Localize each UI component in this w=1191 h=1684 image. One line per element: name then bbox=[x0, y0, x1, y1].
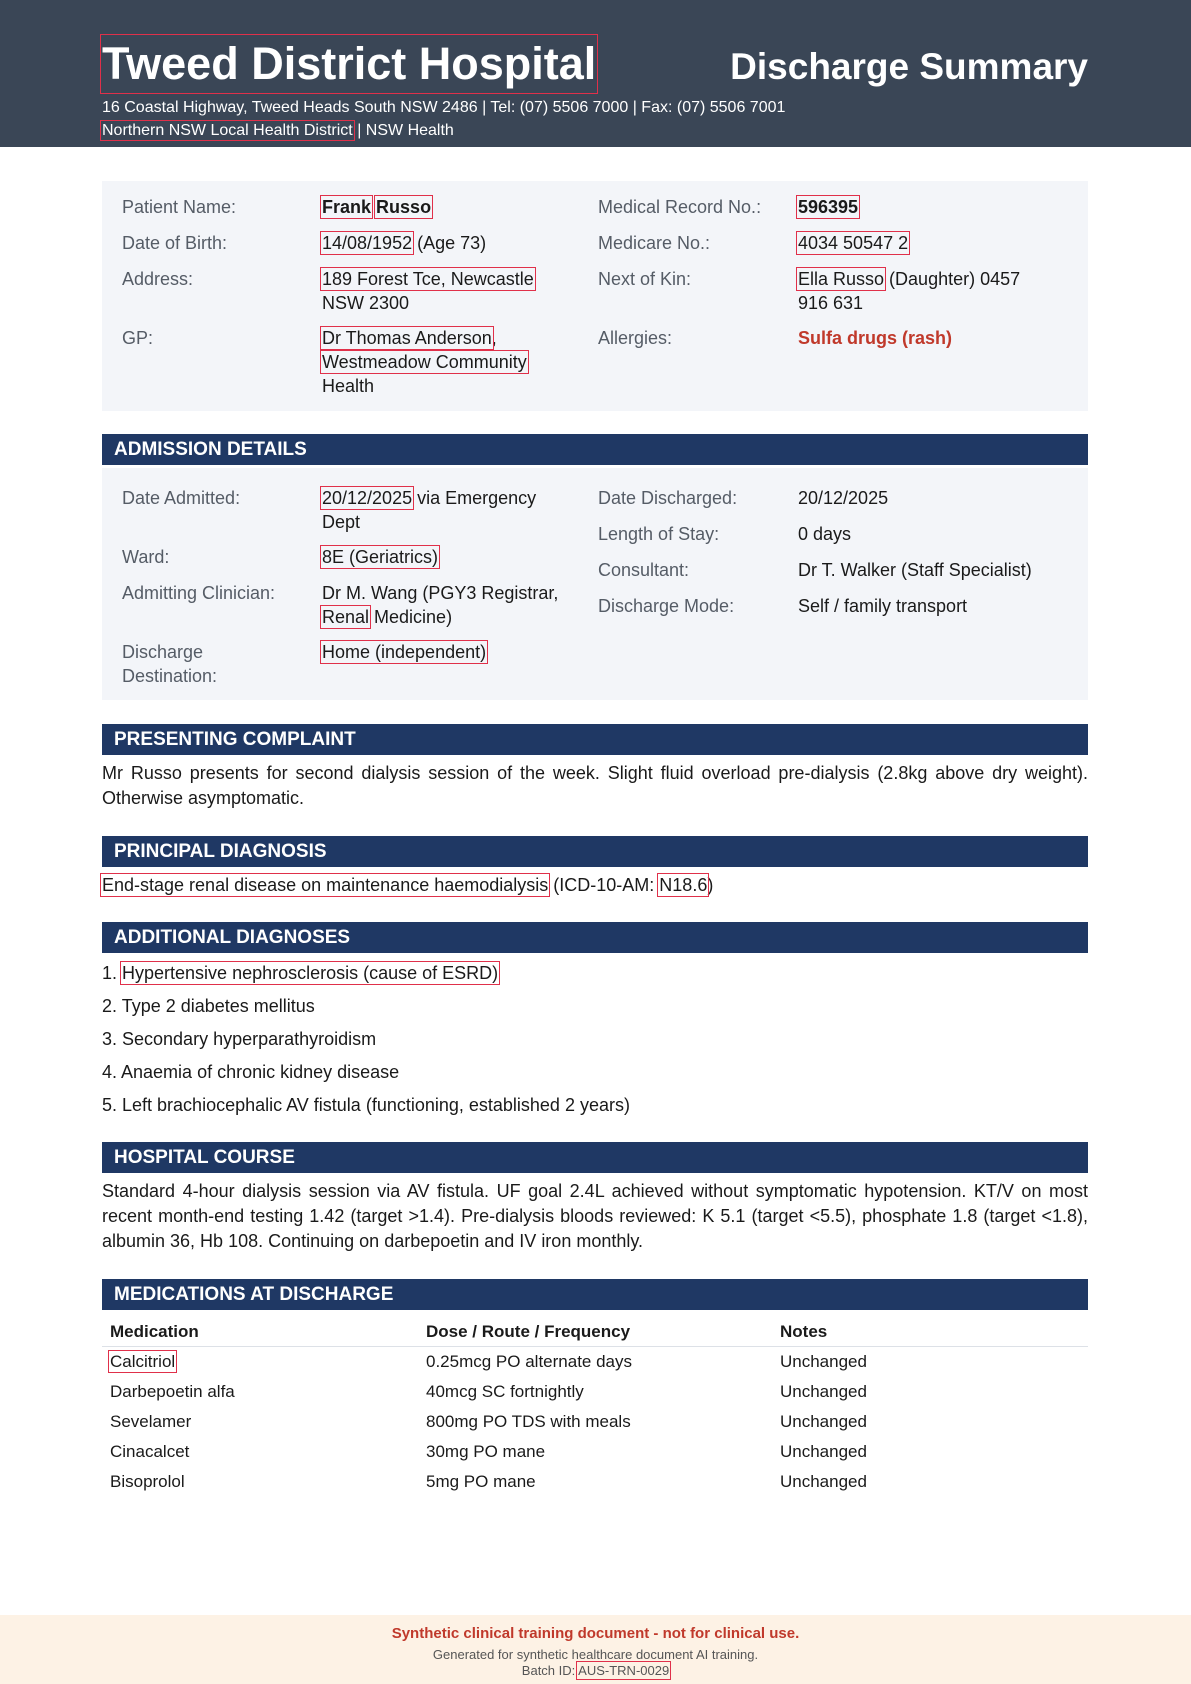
gp-name: Dr Thomas Anderson bbox=[322, 328, 492, 348]
notes-cell: Unchanged bbox=[780, 1412, 867, 1431]
mrn-number: 596395 bbox=[798, 197, 859, 217]
address-line1: 189 Forest Tce, Newcastle bbox=[322, 269, 534, 289]
admitted-label: Date Admitted: bbox=[122, 488, 241, 508]
lhd-suffix: | NSW Health bbox=[352, 122, 454, 139]
nok-phone-line2: 916 631 bbox=[798, 293, 864, 313]
admitted-via-line2: Dept bbox=[322, 512, 361, 532]
patient-name-label: Patient Name: bbox=[122, 197, 237, 217]
additional-diagnoses-heading: ADDITIONAL DIAGNOSES bbox=[102, 922, 1088, 953]
hospital-contact: 16 Coastal Highway, Tweed Heads South NSW 2486 | Tel: (07) 5506 7000 | Fax: (07) 5506 7001 bbox=[102, 99, 786, 116]
discharged-label: Date Discharged: bbox=[598, 488, 738, 508]
hospital-course-heading: HOSPITAL COURSE bbox=[102, 1142, 1088, 1173]
list-item-text: Hypertensive nephrosclerosis (cause of ESRD) bbox=[122, 963, 499, 983]
allergies-value: Sulfa drugs (rash) bbox=[798, 328, 953, 348]
dob-value bbox=[322, 231, 486, 255]
med-cell: Sevelamer bbox=[110, 1412, 192, 1431]
additional-diagnoses-list bbox=[102, 957, 1088, 1122]
lhd-name: Northern NSW Local Health District bbox=[102, 122, 353, 139]
los-label: Length of Stay: bbox=[598, 524, 720, 544]
clinician-renal: Renal bbox=[322, 607, 370, 627]
patient-name bbox=[322, 195, 431, 219]
los-value: 0 days bbox=[798, 524, 852, 544]
col-medication: Medication bbox=[102, 1318, 418, 1347]
presenting-complaint-heading: PRESENTING COMPLAINT bbox=[102, 724, 1088, 755]
presenting-complaint-text: Mr Russo presents for second dialysis session of the week. Slight fluid overload pre-dialysis (2.8kg above dry weight). Otherwise asymptomatic. bbox=[102, 763, 1088, 808]
patient-first-name: Frank bbox=[322, 197, 372, 217]
table-row bbox=[102, 1437, 1088, 1467]
notes-cell: Unchanged bbox=[780, 1472, 867, 1491]
admitted-value bbox=[322, 486, 536, 534]
principal-diagnosis-heading: PRINCIPAL DIAGNOSIS bbox=[102, 836, 1088, 867]
consultant-label: Consultant: bbox=[598, 560, 690, 580]
hospital-course-text: Standard 4-hour dialysis session via AV fistula. UF goal 2.4L achieved without symptomatic hypotension. KT/V on most recent month-end testing 1.42 (target >1.4). Pre-dialysis bloods reviewed: K 5.1 (target <5.5), phosphate 1.8 (target <1.8), albumin 36, Hb 108. Continuing on darbepoetin and IV iron monthly. bbox=[102, 1181, 1088, 1251]
dose-cell: 40mcg SC fortnightly bbox=[426, 1382, 584, 1401]
admitted-date: 20/12/2025 bbox=[322, 488, 413, 508]
med-cell: Bisoprolol bbox=[110, 1472, 185, 1491]
document-footer bbox=[0, 1615, 1191, 1684]
med-name: Calcitriol bbox=[110, 1352, 176, 1371]
principal-diagnosis-text: End-stage renal disease on maintenance haemodialysis bbox=[102, 875, 549, 895]
gp-value bbox=[322, 326, 527, 398]
list-item-number: 1. bbox=[102, 963, 123, 983]
medications-heading: MEDICATIONS AT DISCHARGE bbox=[102, 1279, 1088, 1310]
address-value bbox=[322, 267, 534, 315]
icd-code: N18.6 bbox=[659, 875, 708, 895]
table-row bbox=[102, 1347, 1088, 1378]
medicare-number: 4034 50547 2 bbox=[798, 233, 909, 253]
gp-comma: , bbox=[491, 328, 497, 348]
batch-prefix: Batch ID: bbox=[521, 1663, 579, 1678]
clinician-rest: Medicine) bbox=[369, 607, 453, 627]
dob-label: Date of Birth: bbox=[122, 233, 228, 253]
gp-practice-line2: Health bbox=[322, 376, 375, 396]
icd-prefix: (ICD-10-AM: bbox=[548, 875, 660, 895]
patient-last-name: Russo bbox=[376, 197, 432, 217]
generated-note: Generated for synthetic healthcare document AI training. bbox=[432, 1647, 759, 1662]
table-row bbox=[102, 1407, 1088, 1437]
table-row bbox=[102, 1377, 1088, 1407]
mode-value: Self / family transport bbox=[798, 596, 968, 616]
nok-value bbox=[798, 267, 1068, 315]
allergies-label: Allergies: bbox=[598, 328, 673, 348]
batch-id: AUS-TRN-0029 bbox=[578, 1663, 670, 1678]
clinician-value bbox=[322, 581, 558, 629]
principal-diagnosis bbox=[102, 873, 1088, 898]
medicare-label: Medicare No.: bbox=[598, 233, 711, 253]
document-header bbox=[0, 0, 1191, 147]
nok-name: Ella Russo bbox=[798, 269, 885, 289]
icd-suffix: ) bbox=[707, 875, 714, 895]
medicare-value bbox=[798, 231, 908, 255]
admission-details-heading: ADMISSION DETAILS bbox=[102, 434, 1088, 465]
destination-label bbox=[122, 640, 217, 688]
mrn-label: Medical Record No.: bbox=[598, 197, 762, 217]
admitted-via: via Emergency bbox=[412, 488, 537, 508]
dose-cell: 0.25mcg PO alternate days bbox=[426, 1352, 633, 1371]
clinician-line1: Dr M. Wang (PGY3 Registrar, bbox=[322, 583, 559, 603]
consultant-value: Dr T. Walker (Staff Specialist) bbox=[798, 560, 1032, 580]
ward-value bbox=[322, 545, 438, 569]
med-cell: Darbepoetin alfa bbox=[110, 1382, 235, 1401]
list-item bbox=[102, 957, 1088, 990]
list-item: 3. Secondary hyperparathyroidism bbox=[102, 1029, 377, 1049]
hospital-name: Tweed District Hospital bbox=[102, 36, 596, 92]
discharged-value: 20/12/2025 bbox=[798, 488, 889, 508]
dob-date: 14/08/1952 bbox=[322, 233, 413, 253]
address-line2: NSW 2300 bbox=[322, 293, 410, 313]
health-district bbox=[102, 121, 454, 141]
document-title: Discharge Summary bbox=[730, 46, 1088, 87]
gp-practice: Westmeadow Community bbox=[322, 352, 527, 372]
list-item: 4. Anaemia of chronic kidney disease bbox=[102, 1062, 400, 1082]
dose-cell: 30mg PO mane bbox=[426, 1442, 546, 1461]
table-row bbox=[102, 1467, 1088, 1497]
table-header-row bbox=[102, 1318, 1088, 1347]
dose-cell: 800mg PO TDS with meals bbox=[426, 1412, 631, 1431]
list-item: 2. Type 2 diabetes mellitus bbox=[102, 996, 315, 1016]
ward-label: Ward: bbox=[122, 547, 170, 567]
dose-cell: 5mg PO mane bbox=[426, 1472, 536, 1491]
nok-label: Next of Kin: bbox=[598, 269, 692, 289]
col-notes: Notes bbox=[772, 1318, 1088, 1347]
list-item: 5. Left brachiocephalic AV fistula (functioning, established 2 years) bbox=[102, 1095, 630, 1115]
notes-cell: Unchanged bbox=[780, 1382, 867, 1401]
clinician-label: Admitting Clinician: bbox=[122, 583, 276, 603]
destination-text: Home (independent) bbox=[322, 642, 487, 662]
patient-age: (Age 73) bbox=[412, 233, 487, 253]
address-label: Address: bbox=[122, 269, 194, 289]
col-dose: Dose / Route / Frequency bbox=[418, 1318, 772, 1347]
med-cell: Cinacalcet bbox=[110, 1442, 190, 1461]
ward-name: 8E (Geriatrics) bbox=[322, 547, 439, 567]
notes-cell: Unchanged bbox=[780, 1442, 867, 1461]
synthetic-warning: Synthetic clinical training document - not for clinical use. bbox=[391, 1625, 800, 1642]
gp-label: GP: bbox=[122, 328, 154, 348]
med-cell bbox=[102, 1347, 418, 1378]
destination-label-line1: Discharge bbox=[122, 642, 204, 662]
medications-table bbox=[102, 1318, 1088, 1497]
destination-value bbox=[322, 640, 486, 664]
destination-label-line2: Destination: bbox=[122, 666, 218, 686]
mrn-value bbox=[798, 195, 858, 219]
batch-line bbox=[0, 1663, 1191, 1679]
nok-relation: (Daughter) 0457 bbox=[884, 269, 1021, 289]
mode-label: Discharge Mode: bbox=[598, 596, 735, 616]
notes-cell: Unchanged bbox=[780, 1352, 867, 1371]
